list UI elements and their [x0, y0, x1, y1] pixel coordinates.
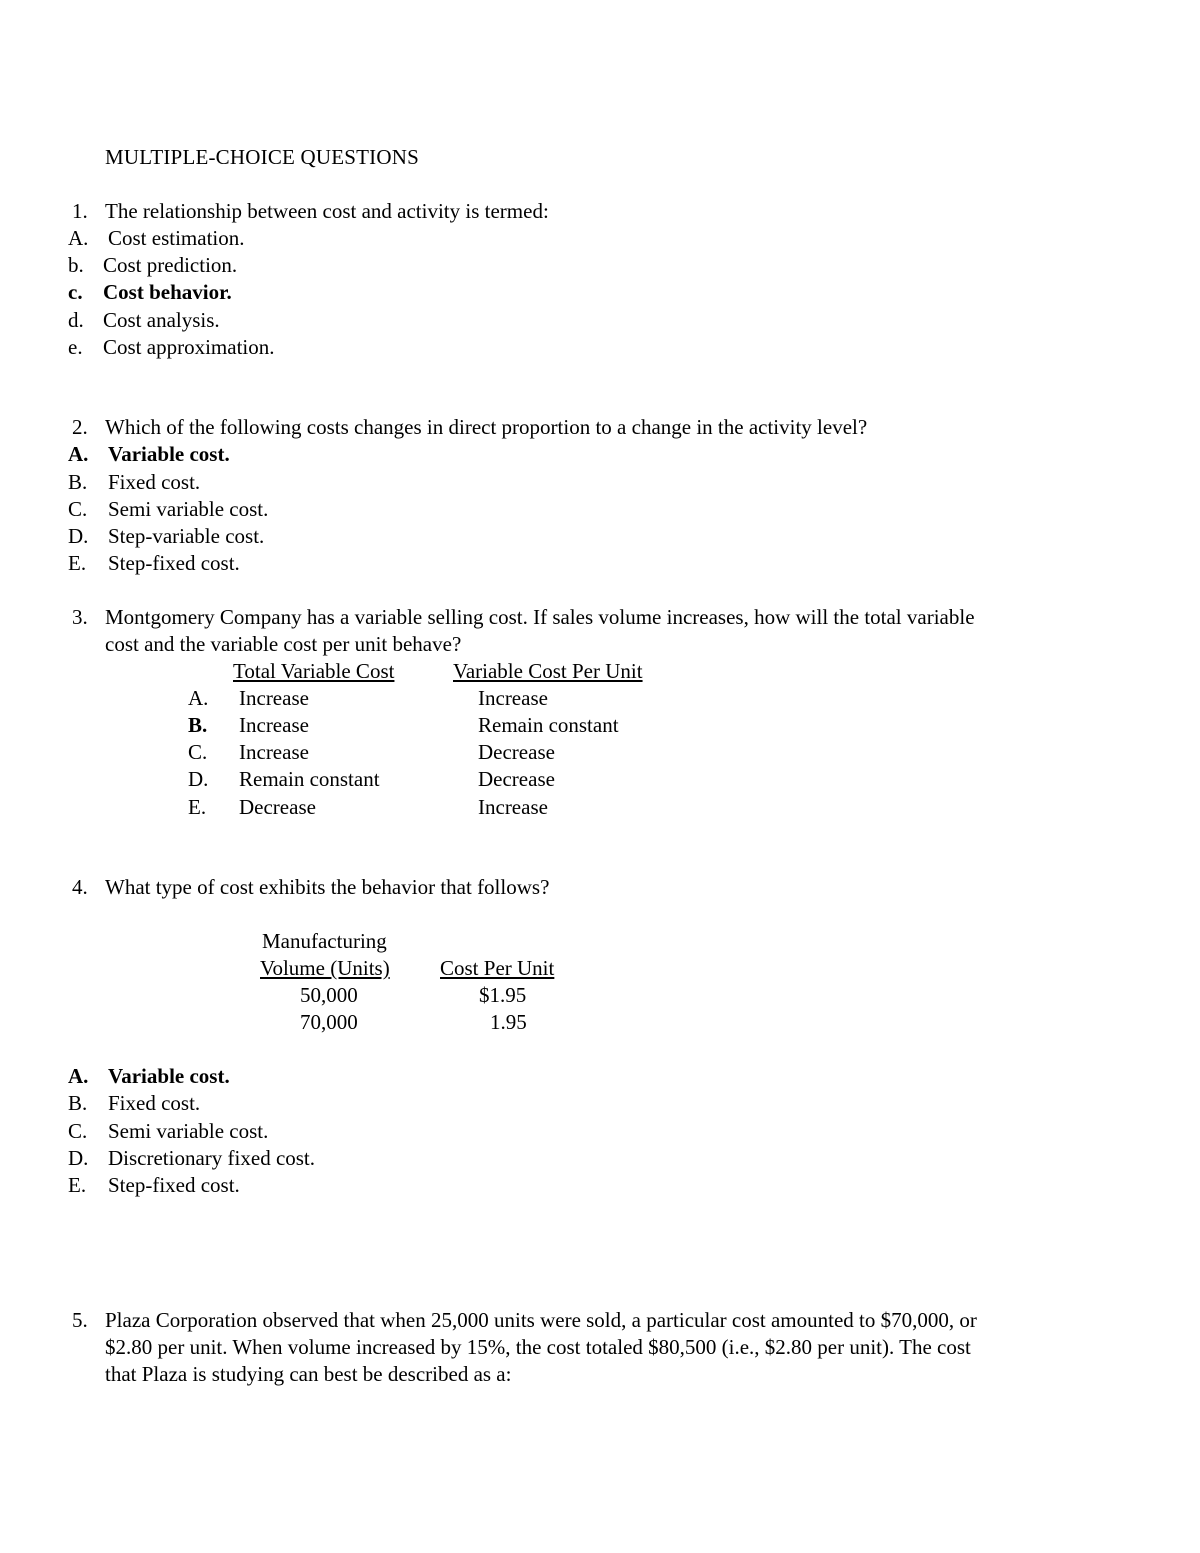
q1-option-c-text: Cost behavior. [103, 280, 232, 304]
q3-row-d-letter: D. [188, 767, 209, 791]
q5-stem-line2: $2.80 per unit. When volume increased by 15%, the cost totaled $80,500 (i.e., $2.80 per unit). The cost [105, 1335, 971, 1359]
q3-col-perunit-header: Variable Cost Per Unit [453, 659, 643, 683]
q3-row-b-total: Increase [239, 713, 309, 737]
q3-row-d-perunit: Decrease [478, 767, 555, 791]
q2-option-a-text: Variable cost. [108, 442, 230, 466]
q1-option-b-letter: b. [68, 253, 84, 277]
q1-option-a-letter: A. [68, 226, 89, 250]
q4-option-d-letter: D. [68, 1146, 89, 1170]
q2-option-e-text: Step-fixed cost. [108, 551, 240, 575]
q4-row2-volume: 70,000 [300, 1010, 358, 1034]
q5-number: 5. [72, 1308, 88, 1332]
q3-row-c-perunit: Decrease [478, 740, 555, 764]
q4-number: 4. [72, 875, 88, 899]
q1-option-c-letter: c. [68, 280, 83, 304]
q1-option-d-text: Cost analysis. [103, 308, 220, 332]
q2-option-e-letter: E. [68, 551, 87, 575]
q4-row1-volume: 50,000 [300, 983, 358, 1007]
q3-row-e-letter: E. [188, 795, 207, 819]
q4-stem: What type of cost exhibits the behavior that follows? [105, 875, 550, 899]
q1-option-d-letter: d. [68, 308, 84, 332]
page-title: MULTIPLE-CHOICE QUESTIONS [105, 145, 419, 169]
q3-row-e-perunit: Increase [478, 795, 548, 819]
q2-option-c-text: Semi variable cost. [108, 497, 269, 521]
q4-row2-cost: 1.95 [490, 1010, 527, 1034]
q1-stem: The relationship between cost and activity is termed: [105, 199, 549, 223]
q4-option-c-letter: C. [68, 1119, 88, 1143]
q2-option-b-text: Fixed cost. [108, 470, 201, 494]
q4-option-a-text: Variable cost. [108, 1064, 230, 1088]
q3-row-b-perunit: Remain constant [478, 713, 619, 737]
q1-option-e-text: Cost approximation. [103, 335, 275, 359]
q3-number: 3. [72, 605, 88, 629]
q3-row-d-total: Remain constant [239, 767, 380, 791]
q2-option-c-letter: C. [68, 497, 88, 521]
q4-option-b-letter: B. [68, 1091, 88, 1115]
q3-row-a-total: Increase [239, 686, 309, 710]
q1-number: 1. [72, 199, 88, 223]
q1-option-e-letter: e. [68, 335, 83, 359]
q4-option-b-text: Fixed cost. [108, 1091, 201, 1115]
q2-option-a-letter: A. [68, 442, 89, 466]
q2-option-d-text: Step-variable cost. [108, 524, 265, 548]
q2-stem: Which of the following costs changes in direct proportion to a change in the activity level? [105, 415, 868, 439]
q4-option-e-text: Step-fixed cost. [108, 1173, 240, 1197]
q3-row-c-letter: C. [188, 740, 208, 764]
q4-option-a-letter: A. [68, 1064, 89, 1088]
q5-stem-line3: that Plaza is studying can best be described as a: [105, 1362, 512, 1386]
q3-row-c-total: Increase [239, 740, 309, 764]
q2-option-b-letter: B. [68, 470, 88, 494]
q3-row-b-letter: B. [188, 713, 208, 737]
q4-col-cost-header: Cost Per Unit [440, 956, 555, 980]
q2-option-d-letter: D. [68, 524, 89, 548]
q3-row-a-perunit: Increase [478, 686, 548, 710]
q4-option-c-text: Semi variable cost. [108, 1119, 269, 1143]
q4-col-volume-header-line2: Volume (Units) [260, 956, 390, 980]
q5-stem-line1: Plaza Corporation observed that when 25,000 units were sold, a particular cost amounted to $70,000, or [105, 1308, 977, 1332]
q1-option-a-text: Cost estimation. [108, 226, 245, 250]
q4-col-volume-header-line1: Manufacturing [262, 929, 387, 953]
q2-number: 2. [72, 415, 88, 439]
q3-row-e-total: Decrease [239, 795, 316, 819]
q1-option-b-text: Cost prediction. [103, 253, 238, 277]
q3-stem-line2: cost and the variable cost per unit behave? [105, 632, 462, 656]
q3-col-total-header: Total Variable Cost [233, 659, 395, 683]
q3-row-a-letter: A. [188, 686, 209, 710]
q3-stem-line1: Montgomery Company has a variable selling cost. If sales volume increases, how will the total variable [105, 605, 975, 629]
q4-option-d-text: Discretionary fixed cost. [108, 1146, 316, 1170]
q4-row1-cost: $1.95 [479, 983, 527, 1007]
q4-option-e-letter: E. [68, 1173, 87, 1197]
